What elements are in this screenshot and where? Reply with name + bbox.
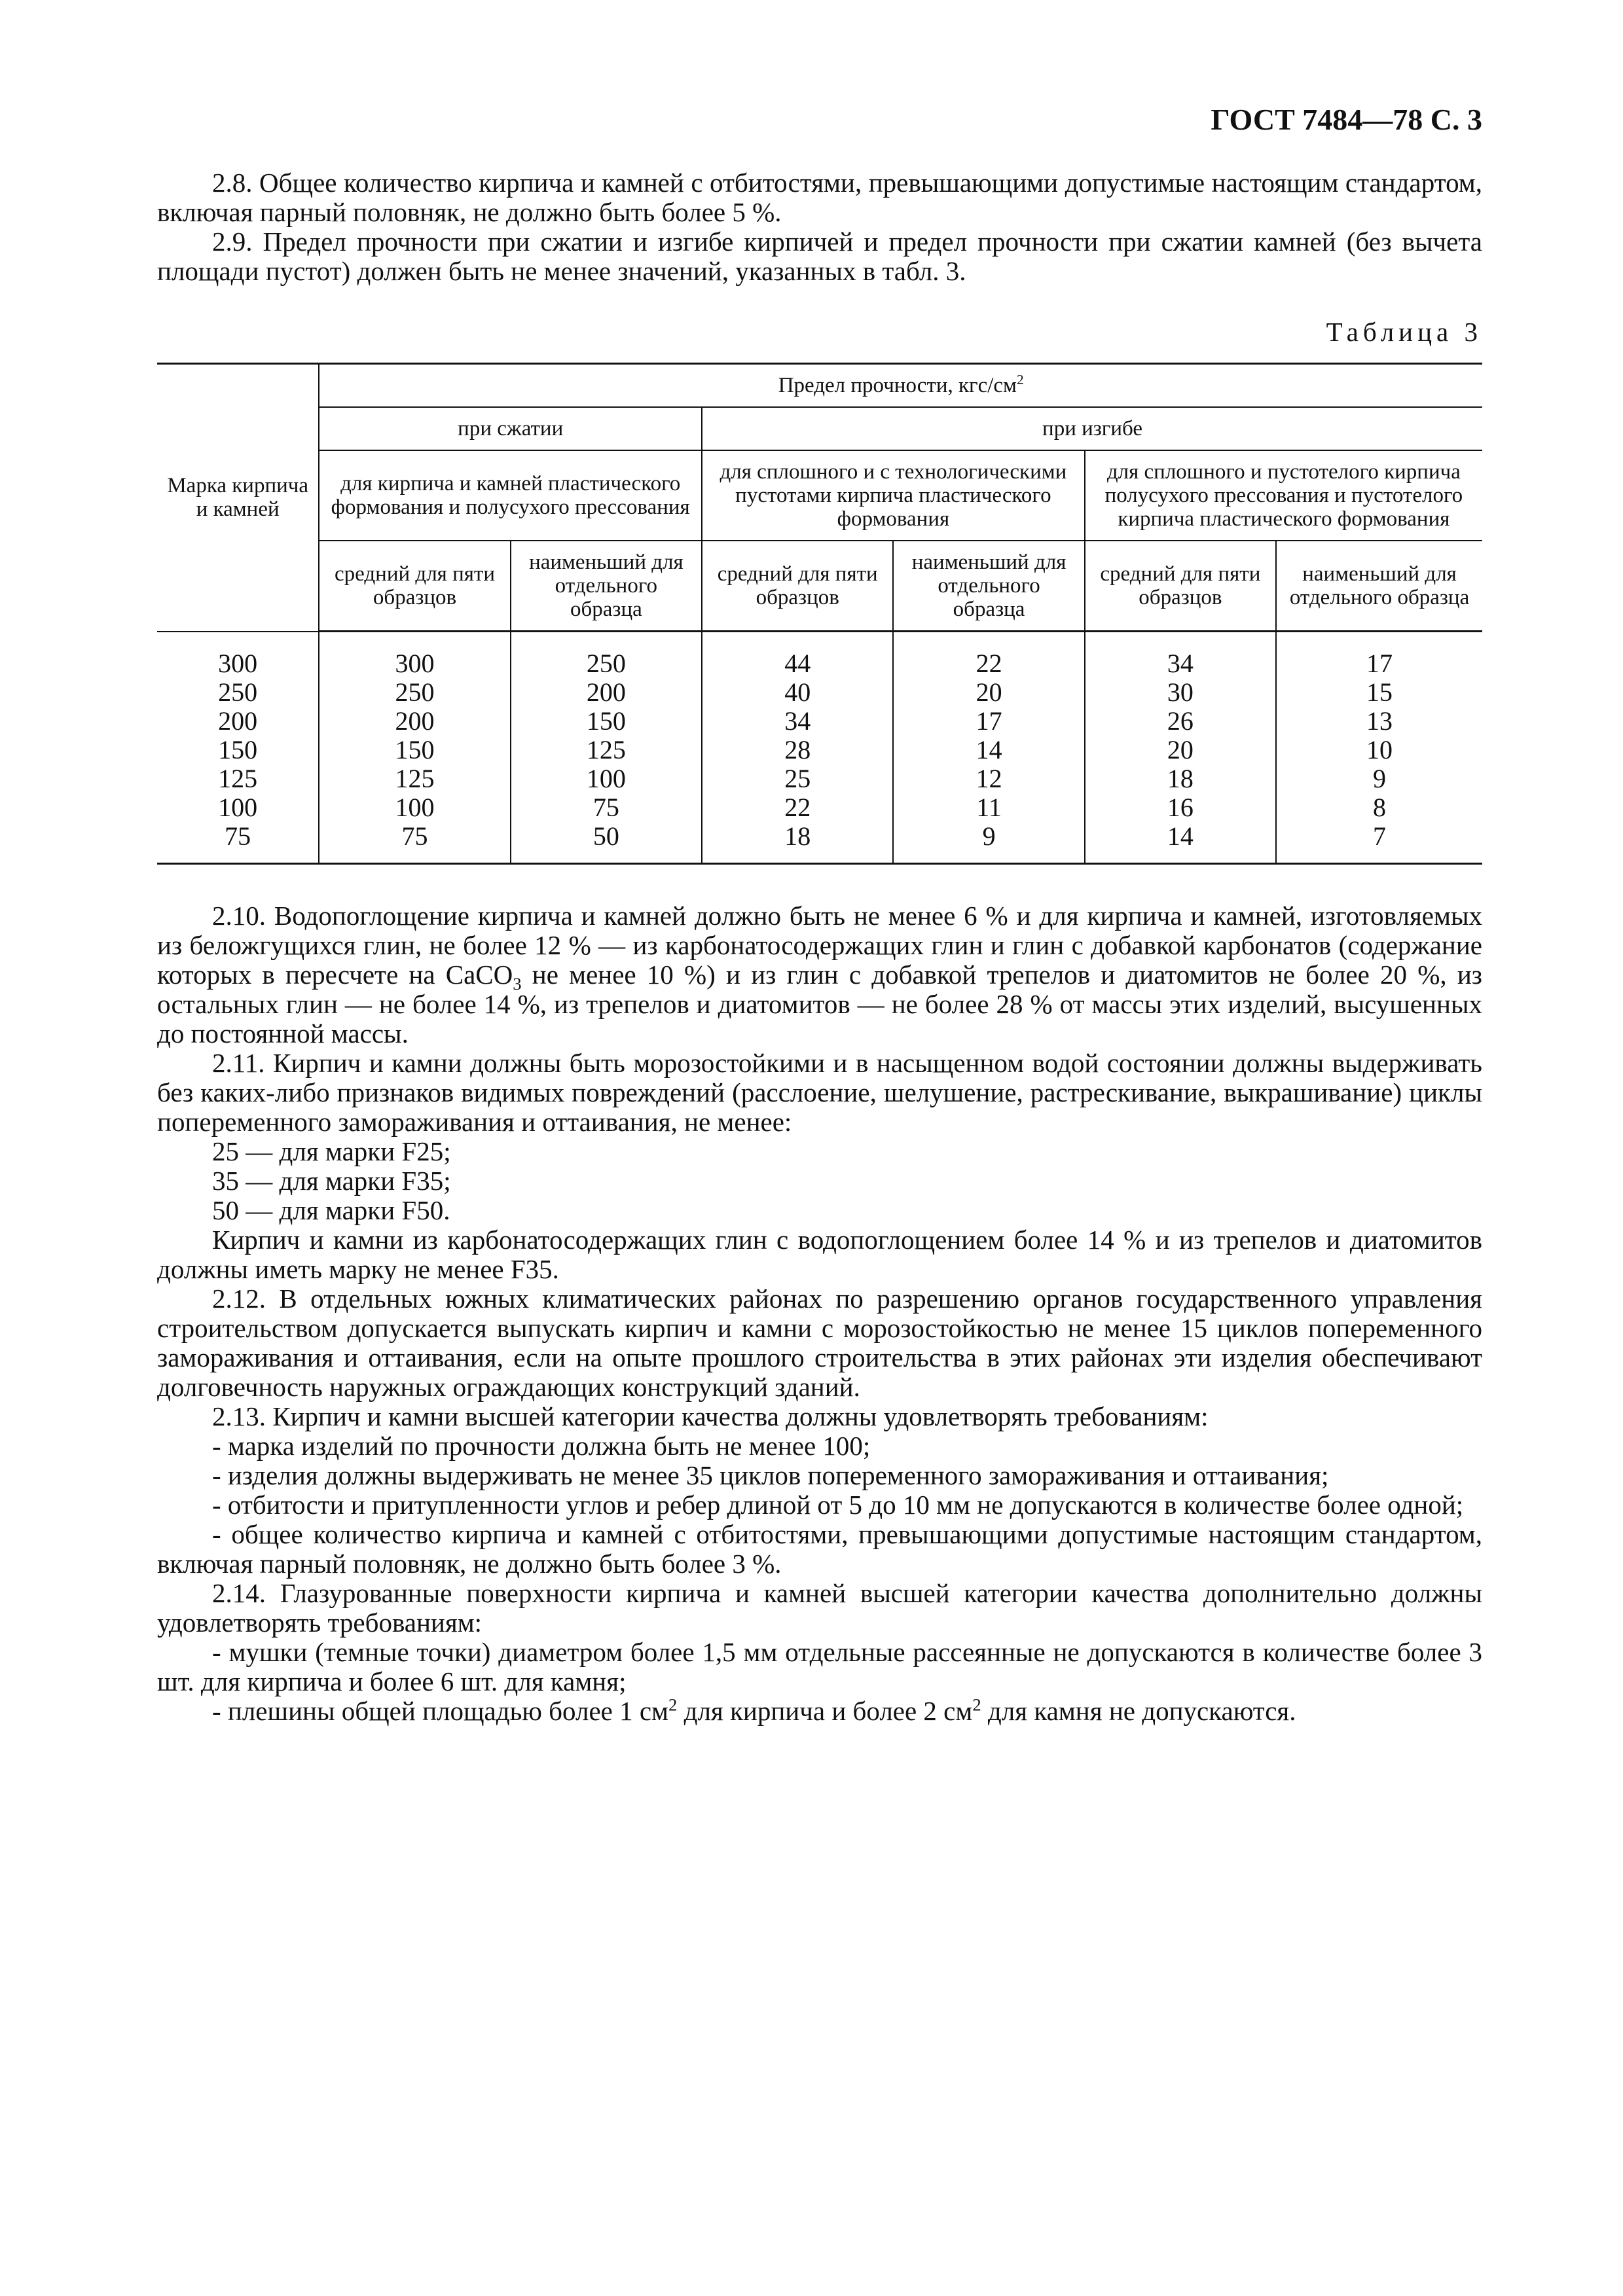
frost-item: 50 — для марки F50. [212,1195,450,1225]
table-row [157,707,1482,736]
cell-value: 28 [702,736,893,764]
cell-value: 44 [702,632,893,679]
cell-mark: 75 [225,821,251,851]
table-row [157,736,1482,764]
cell-value: 15 [1276,678,1482,707]
header-min-3: наименьший для отдельного образца [1276,541,1482,632]
paragraph-2-9: 2.9. Предел прочности при сжатии и изгибе кирпичей и предел прочности при сжатии камней (без вычета площади пустот) должен быть не менее значений, указанных в табл. 3. [157,226,1482,286]
paragraph-2-11-note: Кирпич и камни из карбонатосодержащих глин с водопоглощением более 14 % и из трепелов и диатомитов должны иметь марку не менее F35. [157,1225,1482,1284]
cell-mark: 150 [218,735,258,764]
requirement-item: - общее количество кирпича и камней с отбитостями, превышающими допустимые настоящим стандартом, включая парный половняк, не должно быть более 3 %. [157,1519,1482,1579]
cell-value: 200 [319,707,510,736]
cell-value: 150 [511,707,702,736]
table-row [157,793,1482,822]
cell-value: 14 [893,736,1084,764]
cell-value: 300 [319,632,510,679]
header-bending: при изгибе [702,407,1482,450]
cell-value: 14 [1085,822,1276,864]
table-row [157,678,1482,707]
cell-mark: 100 [218,793,258,822]
cell-value: 13 [1276,707,1482,736]
cell-value: 8 [1276,793,1482,822]
cell-value: 16 [1085,793,1276,822]
cell-value: 18 [1085,764,1276,793]
strength-table [157,363,1482,865]
header-group-2: для сплошного и с технологическими пустотами кирпича пластического формования [702,450,1085,541]
page-header: ГОСТ 7484—78 С. 3 [1211,103,1482,136]
cell-value: 7 [1276,822,1482,864]
cell-mark: 200 [218,706,258,736]
paragraph-2-12: 2.12. В отдельных южных климатических районах по разрешению органов государственного управления строительством допускается выпускать кирпич и камни с морозостойкостью не менее 15 циклов попеременного замораживания и оттаивания, если на опыте прошлого строительства в этих районах эти изделия обеспечивают долговечность наружных ограждающих конструкций зданий. [157,1283,1482,1402]
cell-value: 40 [702,678,893,707]
cell-value: 150 [319,736,510,764]
cell-mark: 250 [218,677,258,707]
cell-value: 30 [1085,678,1276,707]
cell-value: 22 [702,793,893,822]
paragraph-2-11: 2.11. Кирпич и камни должны быть морозостойкими и в насыщенном водой состоянии должны выдерживать без каких-либо признаков видимых повреждений (расслоение, шелушение, растрескивание, выкрашивание) циклы попеременного замораживания и оттаивания, не менее: [157,1048,1482,1137]
cell-mark: 125 [218,764,258,793]
cell-value: 125 [319,764,510,793]
header-min-1: наименьший для отдельного образца [511,541,702,632]
table-row [157,632,1482,679]
cell-value: 100 [319,793,510,822]
requirement-item: - марка изделий по прочности должна быть не менее 100; [212,1431,871,1461]
cell-value: 17 [893,707,1084,736]
frost-item: 25 — для марки F25; [212,1136,451,1166]
cell-value: 20 [893,678,1084,707]
cell-value: 125 [511,736,702,764]
header-compression: при сжатии [319,407,702,450]
paragraph-2-14: 2.14. Глазурованные поверхности кирпича и камней высшей категории качества дополнительно должны удовлетворять требованиям: [157,1578,1482,1638]
header-avg-1: средний для пяти образцов [319,541,510,632]
cell-value: 34 [702,707,893,736]
header-mark: Марка кирпича и камней [157,364,319,632]
requirement-item: - мушки (темные точки) диаметром более 1,5 мм отдельные рассеянные не допускаются в количестве более 3 шт. для кирпича и более 6 шт. для камня; [157,1637,1482,1696]
cell-value: 11 [893,793,1084,822]
paragraph-2-10: 2.10. Водопоглощение кирпича и камней должно быть не менее 6 % и для кирпича и камней, изготовляемых из беложгущихся глин, не более 12 % — из карбонатосодержащих глин и глин с добавкой карбонатов (содержание которых в пересчете на CaCO$_3$ не менее 10 %) и из глин с добавкой трепелов и диатомитов не более 20 %, из остальных глин — не более 14 %, из трепелов и диатомитов — не более 28 % от массы этих изделий, высушенных до постоянной массы. [157,901,1482,1049]
cell-value: 25 [702,764,893,793]
cell-value: 22 [893,632,1084,679]
cell-value: 34 [1085,632,1276,679]
header-avg-2: средний для пяти образцов [702,541,893,632]
table-caption: Таблица 3 [1326,317,1482,347]
cell-value: 250 [511,632,702,679]
table-body [157,632,1482,864]
paragraph-2-8: 2.8. Общее количество кирпича и камней с отбитостями, превышающими допустимые настоящим стандартом, включая парный половняк, не должно быть более 5 %. [157,168,1482,227]
table-row [157,764,1482,793]
cell-mark: 300 [218,648,258,678]
requirement-item: - изделия должны выдерживать не менее 35 циклов попеременного замораживания и оттаивания; [212,1460,1329,1490]
header-group-1: для кирпича и камней пластического формования и полусухого прессования [319,450,702,541]
header-strength: Предел прочности, кгс/$см^2$ [319,364,1482,408]
cell-value: 50 [511,822,702,864]
cell-value: 26 [1085,707,1276,736]
document-page [157,105,1482,1726]
cell-value: 100 [511,764,702,793]
cell-value: 200 [511,678,702,707]
frost-item: 35 — для марки F35; [212,1166,451,1196]
cell-value: 10 [1276,736,1482,764]
table-row [157,822,1482,864]
header-group-3: для сплошного и пустотелого кирпича полусухого прессования и пустотелого кирпича пластического формования [1085,450,1482,541]
paragraph-2-13: 2.13. Кирпич и камни высшей категории качества должны удовлетворять требованиям: [212,1401,1209,1431]
cell-value: 17 [1276,632,1482,679]
requirement-item: - плешины общей площадью более 1 $см^2$ для кирпича и более 2 $см^2$ для камня не допускаются. [212,1695,1296,1726]
cell-value: 75 [319,822,510,864]
header-avg-3: средний для пяти образцов [1085,541,1276,632]
cell-value: 9 [1276,764,1482,793]
requirement-item: - отбитости и притупленности углов и ребер длиной от 5 до 10 мм не допускаются в количестве более одной; [212,1490,1464,1520]
cell-value: 12 [893,764,1084,793]
cell-value: 18 [702,822,893,864]
cell-value: 250 [319,678,510,707]
cell-value: 75 [511,793,702,822]
cell-value: 20 [1085,736,1276,764]
header-min-2: наименьший для отдельного образца [893,541,1084,632]
cell-value: 9 [893,822,1084,864]
